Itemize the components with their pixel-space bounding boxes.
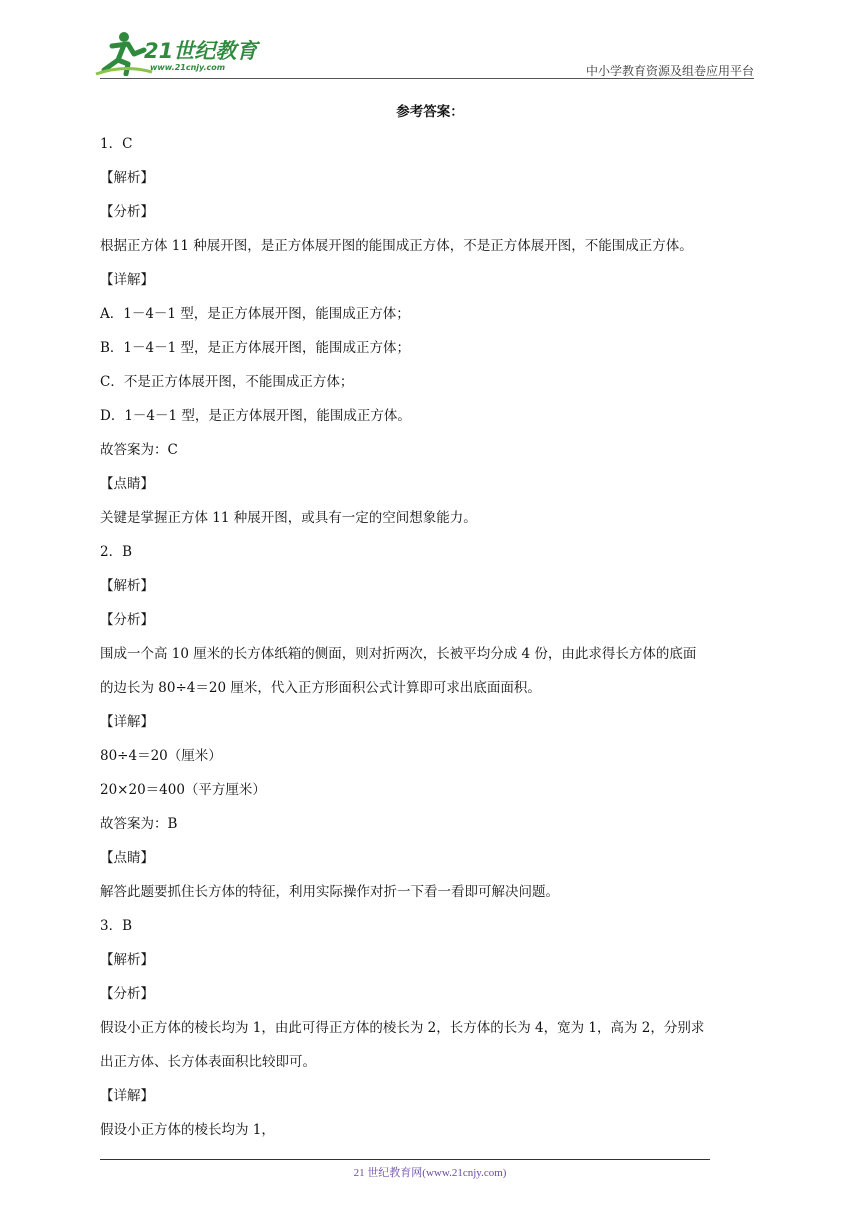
answer-line: 【详解】 <box>100 272 154 288</box>
answer-line: 1．C <box>100 136 133 152</box>
answer-line: 2．B <box>100 544 133 560</box>
footer-divider <box>100 1159 710 1160</box>
answer-line: 解答此题要抓住长方体的特征，利用实际操作对折一下看一看即可解决问题。 <box>100 884 559 900</box>
answer-line: 20×20＝400（平方厘米） <box>100 782 266 798</box>
answer-line: 关键是掌握正方体 11 种展开图，或具有一定的空间想象能力。 <box>100 510 477 526</box>
answer-line: 围成一个高 10 厘米的长方体纸箱的侧面，则对折两次，长被平均分成 4 份，由此求得长方体的底面 <box>100 646 697 662</box>
answer-line: 3．B <box>100 918 133 934</box>
answer-line: 【分析】 <box>100 204 154 220</box>
answer-line: C．不是正方体展开图，不能围成正方体； <box>100 374 354 390</box>
header-divider <box>100 78 754 79</box>
answer-line: 【点睛】 <box>100 476 154 492</box>
answer-line: 【分析】 <box>100 612 154 628</box>
logo-text: 21世纪教育 <box>144 39 258 63</box>
answer-line: 【分析】 <box>100 986 154 1002</box>
answer-line: B．1－4－1 型，是正方体展开图，能围成正方体； <box>100 340 410 356</box>
answer-line: 【解析】 <box>100 578 154 594</box>
answer-line: 出正方体、长方体表面积比较即可。 <box>100 1054 316 1070</box>
logo-url: www.21cnjy.com <box>150 63 226 72</box>
answer-line: 【详解】 <box>100 714 154 730</box>
page-header <box>0 0 860 80</box>
answer-line: A．1－4－1 型，是正方体展开图，能围成正方体； <box>100 306 410 322</box>
page-title: 参考答案： <box>396 104 464 120</box>
answer-line: 的边长为 80÷4＝20 厘米，代入正方形面积公式计算即可求出底面面积。 <box>100 680 541 696</box>
answer-line: 【解析】 <box>100 170 154 186</box>
answer-line: 故答案为：C <box>100 442 178 458</box>
answer-line: D．1－4－1 型，是正方体展开图，能围成正方体。 <box>100 408 411 424</box>
platform-name: 中小学教育资源及组卷应用平台 <box>585 64 754 78</box>
answer-line: 【点睛】 <box>100 850 154 866</box>
logo <box>94 30 264 80</box>
answer-content <box>100 127 764 1147</box>
answer-line: 80÷4＝20（厘米） <box>100 748 222 764</box>
answer-line: 假设小正方体的棱长均为 1，由此可得正方体的棱长为 2，长方体的长为 4，宽为 1，高为 2，分别求 <box>100 1020 705 1036</box>
answer-line: 故答案为：B <box>100 816 178 832</box>
answer-line: 【解析】 <box>100 952 154 968</box>
answer-line: 根据正方体 11 种展开图，是正方体展开图的能围成正方体，不是正方体展开图，不能围成正方体。 <box>100 238 693 254</box>
answer-line: 【详解】 <box>100 1088 154 1104</box>
footer-text: 21 世纪教育网(www.21cnjy.com) <box>353 1167 507 1179</box>
answer-line: 假设小正方体的棱长均为 1， <box>100 1122 275 1138</box>
